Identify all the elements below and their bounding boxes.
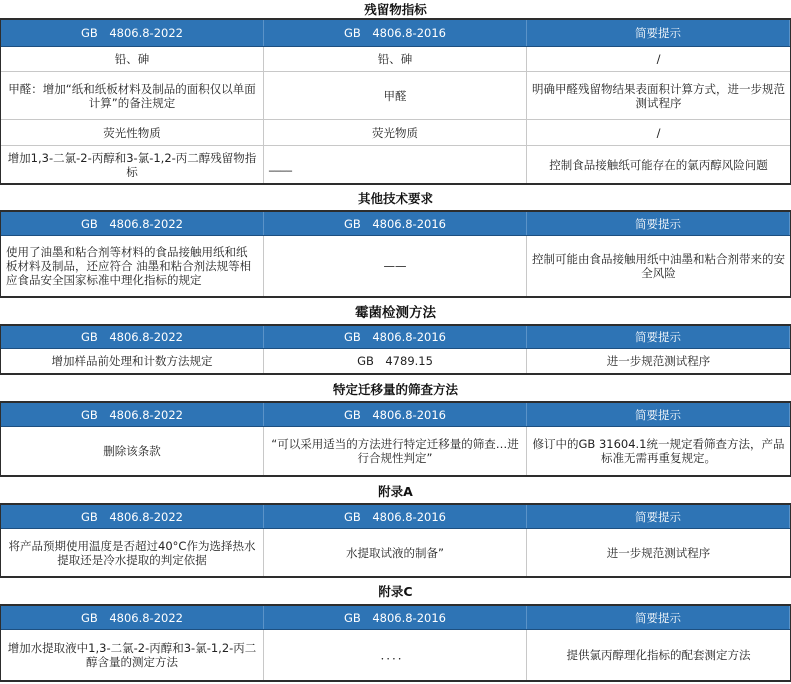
table-migration-screening xyxy=(0,401,791,477)
section-title: 霉菌检测方法 xyxy=(0,298,791,324)
cell-note[interactable]: 修订中的GB 31604.1统一规定看筛查方法，产品标准无需再重复规定。 xyxy=(532,437,785,465)
cell-2022[interactable]: 荧光性物质 xyxy=(1,120,264,145)
table-row xyxy=(1,120,790,146)
table-row xyxy=(1,349,790,375)
header-cell-note: 简要提示 xyxy=(527,403,790,426)
header-cell-2016: GB 4806.8-2016 xyxy=(264,606,527,629)
cell-note[interactable]: 控制可能由食品接触用纸中油墨和粘合剂带来的安全风险 xyxy=(532,252,785,280)
header-cell-2022: GB 4806.8-2022 xyxy=(1,212,264,235)
table-row xyxy=(1,47,790,72)
header-cell-note: 简要提示 xyxy=(527,505,790,528)
table-mold-method xyxy=(0,324,791,375)
cell-2022[interactable]: 增加1,3-二氯-2-丙醇和3-氯-1,2-丙二醇残留物指标 xyxy=(1,146,264,183)
table-row xyxy=(1,72,790,120)
header-cell-2016: GB 4806.8-2016 xyxy=(264,326,527,348)
header-cell-2016: GB 4806.8-2016 xyxy=(264,403,527,426)
header-cell-note: 简要提示 xyxy=(527,212,790,235)
cell-2016[interactable]: 甲醛 xyxy=(264,72,527,119)
section-title: 特定迁移量的筛查方法 xyxy=(0,376,791,401)
cell-2022[interactable]: 删除该条款 xyxy=(1,427,264,475)
cell-2022[interactable]: 增加样品前处理和计数方法规定 xyxy=(1,349,264,373)
cell-2022[interactable]: 甲醛：增加“纸和纸板材料及制品的面积仅以单面计算”的备注规定 xyxy=(1,72,264,119)
cell-note[interactable]: / xyxy=(656,52,661,66)
cell-2016[interactable]: 铅、砷 xyxy=(264,47,527,71)
table-row xyxy=(1,427,790,477)
cell-2016[interactable]: 荧光物质 xyxy=(264,120,527,145)
section-title: 其他技术要求 xyxy=(0,186,791,210)
table-row xyxy=(1,630,790,682)
table-header xyxy=(1,503,790,529)
cell-note[interactable]: 进一步规范测试程序 xyxy=(606,545,711,560)
header-cell-note: 简要提示 xyxy=(527,326,790,348)
cell-note[interactable]: / xyxy=(656,125,661,140)
header-cell-2022: GB 4806.8-2022 xyxy=(1,20,264,46)
header-cell-note: 简要提示 xyxy=(527,606,790,629)
cell-2016[interactable]: ．．．． xyxy=(264,630,527,680)
cell-2016[interactable]: “可以采用适当的方法进行特定迁移量的筛查…进行合规性判定” xyxy=(264,427,527,475)
cell-note[interactable]: 进一步规范测试程序 xyxy=(606,354,711,368)
header-cell-2016: GB 4806.8-2016 xyxy=(264,20,527,46)
cell-2022[interactable]: 增加水提取液中1,3-二氯-2-丙醇和3-氯-1,2-丙二醇含量的测定方法 xyxy=(1,630,264,680)
cell-2016[interactable]: GB 4789.15 xyxy=(264,349,527,373)
cell-note[interactable]: 提供氯丙醇理化指标的配套测定方法 xyxy=(566,648,751,662)
section-title: 附录A xyxy=(0,478,791,503)
cell-2022[interactable]: 铅、砷 xyxy=(1,47,264,71)
header-cell-2022: GB 4806.8-2022 xyxy=(1,606,264,629)
table-header xyxy=(1,210,790,236)
cell-note[interactable]: 控制食品接触纸可能存在的氯丙醇风险问题 xyxy=(549,157,768,172)
table-row xyxy=(1,146,790,185)
cell-2022[interactable]: 使用了油墨和粘合剂等材料的食品接触用纸和纸板材料及制品，还应符合 油墨和粘合剂法规等相应食品安全国家标准中理化指标的规定 xyxy=(1,236,264,296)
table-row xyxy=(1,529,790,578)
table-residue xyxy=(0,18,791,185)
cell-2016[interactable]: 水提取试液的制备” xyxy=(264,529,527,576)
header-cell-note: 简要提示 xyxy=(527,20,790,46)
cell-2016[interactable]: ____ xyxy=(264,146,527,183)
table-header xyxy=(1,604,790,630)
cell-note[interactable]: 明确甲醛残留物结果表面积计算方式，进一步规范测试程序 xyxy=(532,81,785,110)
section-title: 残留物指标 xyxy=(0,0,791,18)
cell-2022[interactable]: 将产品预期使用温度是否超过40°C作为选择热水提取还是冷水提取的判定依据 xyxy=(1,529,264,576)
header-cell-2022: GB 4806.8-2022 xyxy=(1,505,264,528)
header-cell-2022: GB 4806.8-2022 xyxy=(1,326,264,348)
table-header xyxy=(1,18,790,47)
cell-2016[interactable]: —— xyxy=(264,236,527,296)
table-header xyxy=(1,324,790,349)
section-title: 附录C xyxy=(0,578,791,604)
header-cell-2016: GB 4806.8-2016 xyxy=(264,212,527,235)
table-header xyxy=(1,401,790,427)
header-cell-2022: GB 4806.8-2022 xyxy=(1,403,264,426)
table-row xyxy=(1,236,790,298)
table-other-requirements xyxy=(0,210,791,298)
table-appendix-a xyxy=(0,503,791,578)
header-cell-2016: GB 4806.8-2016 xyxy=(264,505,527,528)
table-appendix-c xyxy=(0,604,791,682)
